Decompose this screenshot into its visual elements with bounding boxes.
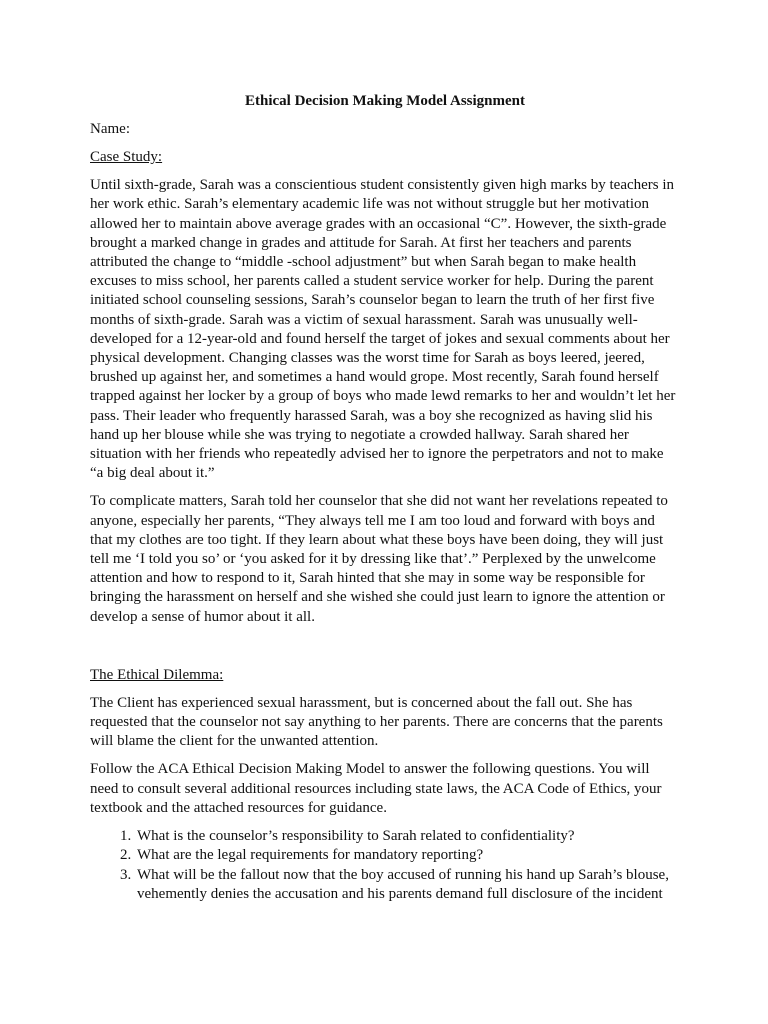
document-title: Ethical Decision Making Model Assignment — [244, 93, 525, 109]
ethical-dilemma-heading: The Ethical Dilemma: — [90, 666, 224, 683]
question-item: 3. What will be the fallout now that the boy accused of running his hand up Sarah’s blouse, vehemently denies the accusation and his parents demand full disclosure of the incident — [135, 866, 680, 904]
instructions-paragraph: Follow the ACA Ethical Decision Making Model to answer the following questions. You will need to consult several additional resources including state laws, the ACA Code of Ethics, your textbook and the attached resources for guidance. — [90, 761, 662, 816]
case-paragraph-2: To complicate matters, Sarah told her counselor that she did not want her revelations repeated to anyone, especially her parents, “They always tell me I am too loud and forward with boys and that my clothes are too tight. If they learn about what these boys have been doing, they will just tell me ‘I told you so’ or ‘you asked for it by dressing like that’.” Perplexed by the unwelcome attention and how to respond to it, Sarah hinted that she may in some way be responsible for bringing the harassment on herself and she wished she could just learn to ignore the attention or develop a sense of humor about it all. — [90, 493, 668, 625]
case-study-heading: Case Study: — [90, 149, 163, 166]
question-item: 1. What is the counselor’s responsibility to Sarah related to confidentiality? — [135, 827, 680, 846]
question-item: 2. What are the legal requirements for mandatory reporting? — [135, 846, 680, 865]
section-spacer — [90, 636, 680, 666]
name-label: Name: — [90, 121, 130, 137]
case-paragraph-1: Until sixth-grade, Sarah was a conscientious student consistently given high marks by teachers in her work ethic. Sarah’s elementary academic life was not without struggle but her motivation allowed her to maintain above average grades with an occasional “C”. However, the sixth-grade brought a marked change in grades and attitude for Sarah. At first her teachers and parents attributed the change to “middle -school adjustment” but when Sarah began to make health excuses to miss school, her parents called a student service worker for help. During the parent initiated school counseling sessions, Sarah’s counselor began to learn the truth of her first five months of sixth-grade. Sarah was a victim of sexual harassment. Sarah was unusually well-developed for a 12-year-old and found herself the target of jokes and sexual comments about her physical development. Changing classes was the worst time for Sarah as boys leered, jeered, brushed up against her, and sometimes a hand would grope. Most recently, Sarah found herself trapped against her locker by a group of boys who made lewd remarks to her and wouldn’t let her pass. Their leader who frequently harassed Sarah, was a boy she recognized as having slid his hand up her blouse while she was trying to negotiate a crowded hallway. Sarah shared her situation with her friends who repeatedly advised her to ignore the perpetrators and not to make “a big deal about it.” — [90, 177, 676, 482]
questions-list — [90, 827, 680, 904]
dilemma-paragraph: The Client has experienced sexual harassment, but is concerned about the fall out. She has requested that the counselor not say anything to her parents. There are concerns that the parents will blame the client for the unwanted attention. — [90, 694, 663, 750]
